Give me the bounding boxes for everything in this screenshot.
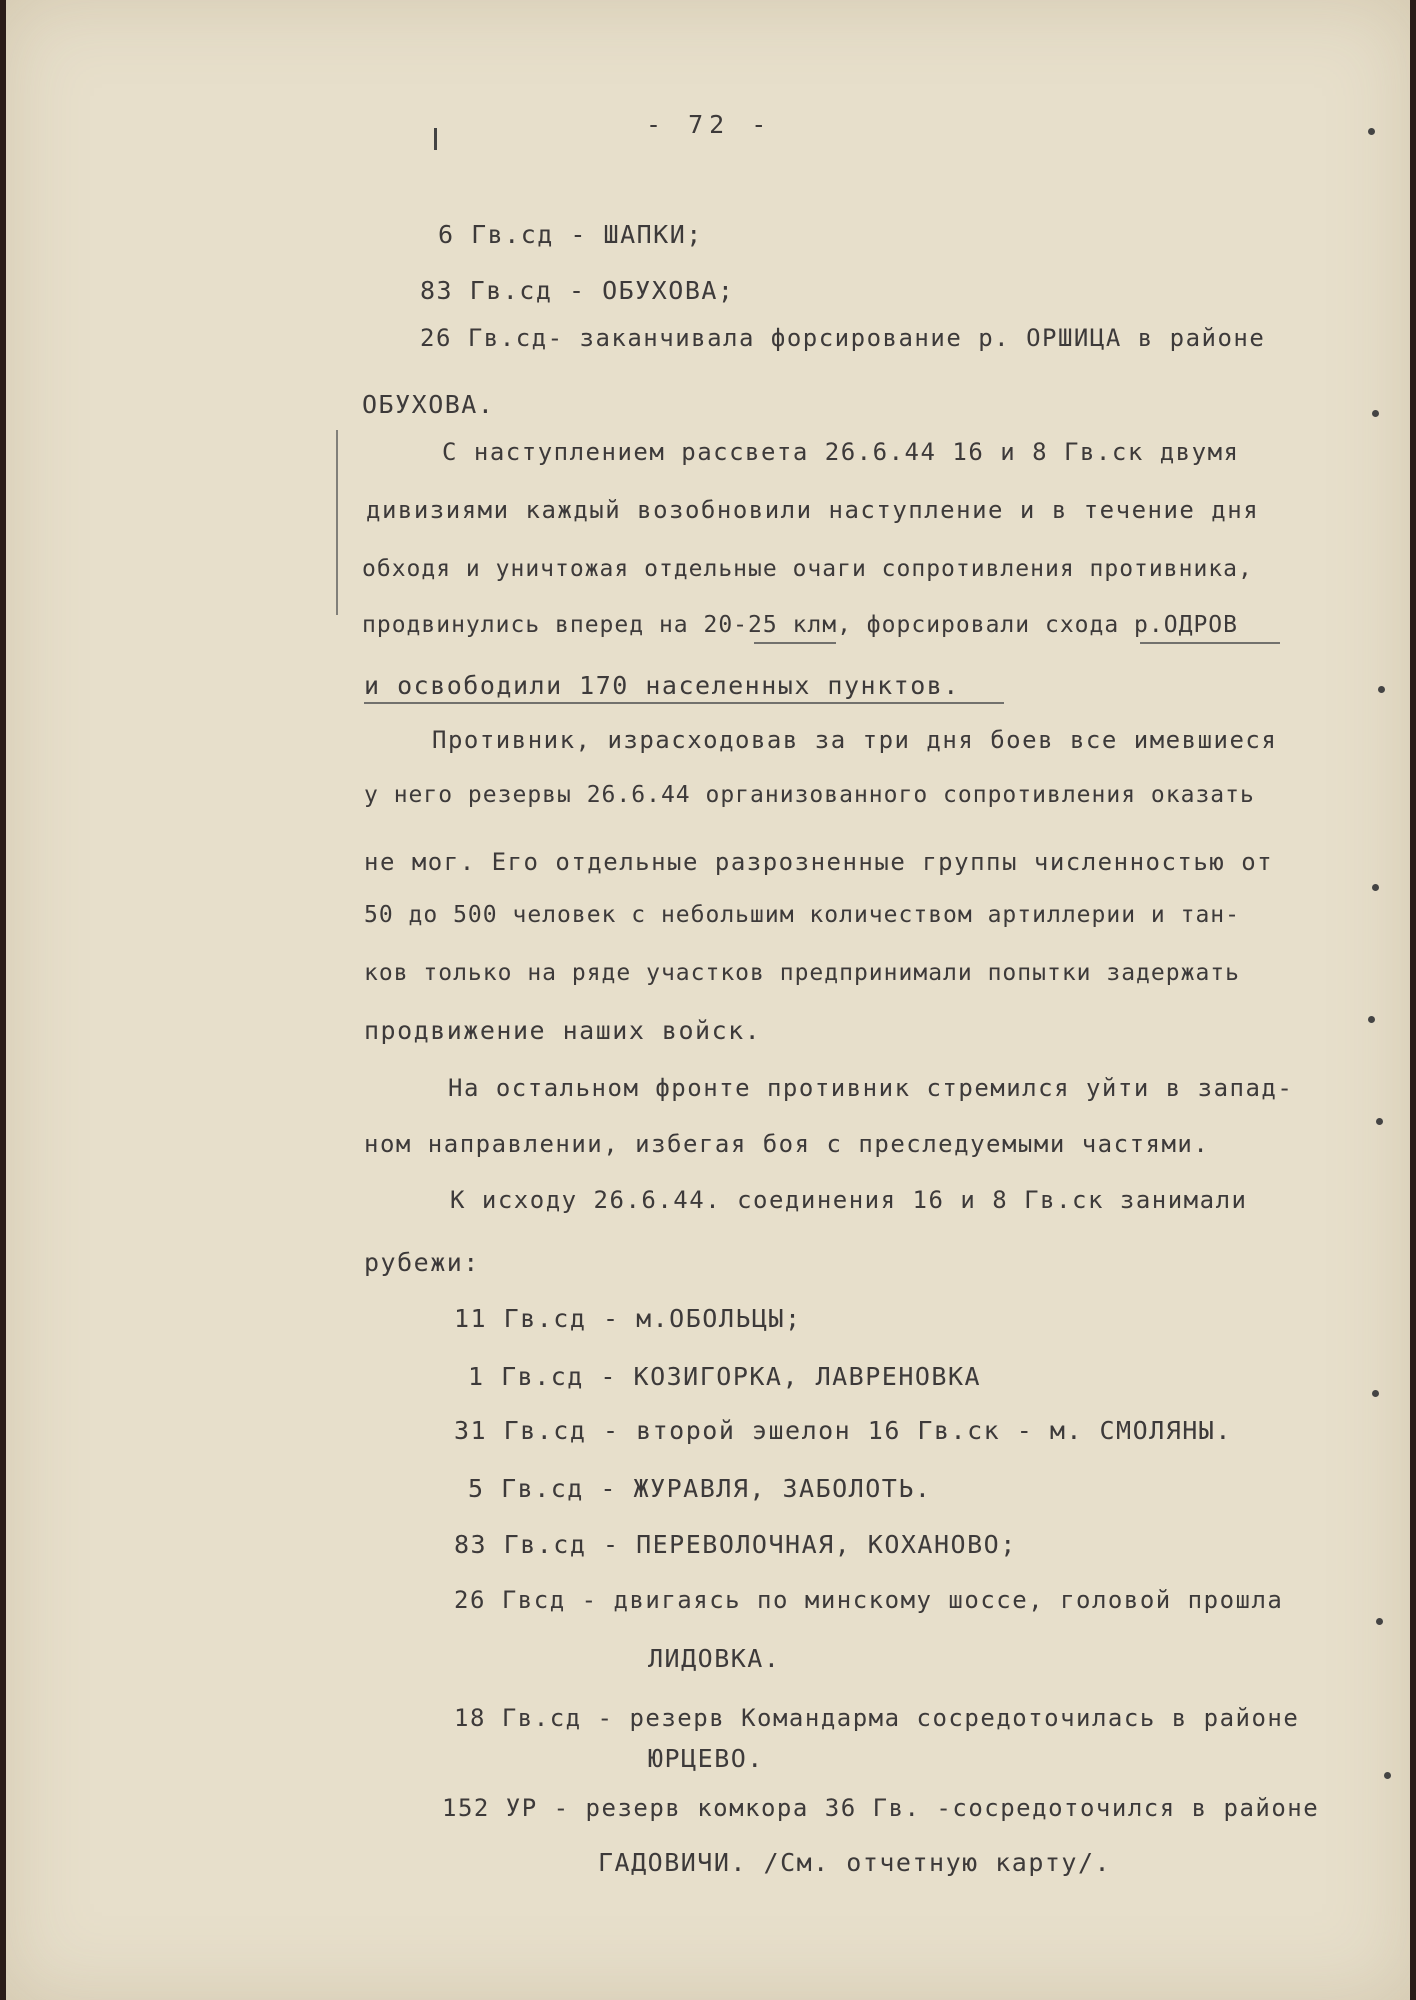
margin-dot — [1378, 686, 1385, 693]
line-30: ГАДОВИЧИ. /См. отчетную карту/. — [598, 1848, 1112, 1877]
line-23: 5 Гв.сд - ЖУРАВЛЯ, ЗАБОЛОТЬ. — [468, 1474, 932, 1503]
line-19: рубежи: — [364, 1248, 480, 1277]
line-7: обходя и уничтожая отдельные очаги сопротивления противника, — [362, 556, 1253, 582]
underline-paragraph — [364, 702, 1004, 704]
line-29: 152 УР - резерв комкора 36 Гв. -сосредоточился в районе — [442, 1794, 1320, 1822]
line-21: 1 Гв.сд - КОЗИГОРКА, ЛАВРЕНОВКА — [468, 1362, 982, 1391]
line-27: 18 Гв.сд - резерв Командарма сосредоточилась в районе — [454, 1704, 1300, 1732]
margin-dot — [1376, 1118, 1383, 1125]
margin-dot — [1372, 884, 1379, 891]
line-14: ков только на ряде участков предпринимали попытки задержать — [364, 960, 1240, 986]
underline-distance — [754, 642, 836, 644]
margin-dot — [1376, 1618, 1383, 1625]
line-18: К исходу 26.6.44. соединения 16 и 8 Гв.ск занимали — [450, 1186, 1248, 1214]
margin-dot — [1372, 410, 1379, 417]
margin-dot — [1368, 128, 1375, 135]
margin-tick-mark — [434, 128, 437, 150]
line-9: и освободили 170 населенных пунктов. — [364, 671, 960, 700]
underline-river — [1140, 642, 1280, 644]
page-number: - 72 - — [646, 110, 773, 139]
line-26: ЛИДОВКА. — [648, 1644, 781, 1673]
scan-border-right — [1410, 0, 1416, 2000]
margin-dot — [1372, 1390, 1379, 1397]
line-6: дивизиями каждый возобновили наступление и в течение дня — [366, 496, 1260, 524]
line-13: 50 до 500 человек с небольшим количеством артиллерии и тан- — [364, 902, 1240, 928]
line-24: 83 Гв.сд - ПЕРЕВОЛОЧНАЯ, КОХАНОВО; — [454, 1530, 1017, 1559]
line-3: 26 Гв.сд- заканчивала форсирование р. ОРШИЦА в районе — [420, 324, 1266, 352]
line-5: С наступлением рассвета 26.6.44 16 и 8 Гв.ск двумя — [442, 438, 1240, 466]
line-4: ОБУХОВА. — [362, 390, 495, 419]
line-10: Противник, израсходовав за три дня боев все имевшиеся — [432, 726, 1278, 754]
line-22: 31 Гв.сд - второй эшелон 16 Гв.ск - м. СМОЛЯНЫ. — [454, 1416, 1232, 1445]
line-11: у него резервы 26.6.44 организованного сопротивления оказать — [364, 782, 1255, 808]
line-28: ЮРЦЕВО. — [648, 1744, 764, 1773]
document-page — [6, 0, 1410, 2000]
line-17: ном направлении, избегая боя с преследуемыми частями. — [364, 1130, 1210, 1158]
margin-dot — [1384, 1772, 1391, 1779]
line-25: 26 Гвсд - двигаясь по минскому шоссе, головой прошла — [454, 1586, 1284, 1614]
margin-pencil-line — [336, 430, 338, 615]
line-12: не мог. Его отдельные разрозненные группы численностью от — [364, 848, 1274, 876]
line-16: На остальном фронте противник стремился уйти в запад- — [448, 1074, 1294, 1102]
line-1: 6 Гв.сд - ШАПКИ; — [438, 220, 703, 249]
margin-dot — [1368, 1016, 1375, 1023]
line-8: продвинулись вперед на 20-25 клм, форсировали схода р.ОДРОВ — [362, 612, 1238, 638]
line-15: продвижение наших войск. — [364, 1016, 762, 1045]
line-2: 83 Гв.сд - ОБУХОВА; — [420, 276, 735, 305]
line-20: 11 Гв.сд - м.ОБОЛЬЦЫ; — [454, 1304, 802, 1333]
